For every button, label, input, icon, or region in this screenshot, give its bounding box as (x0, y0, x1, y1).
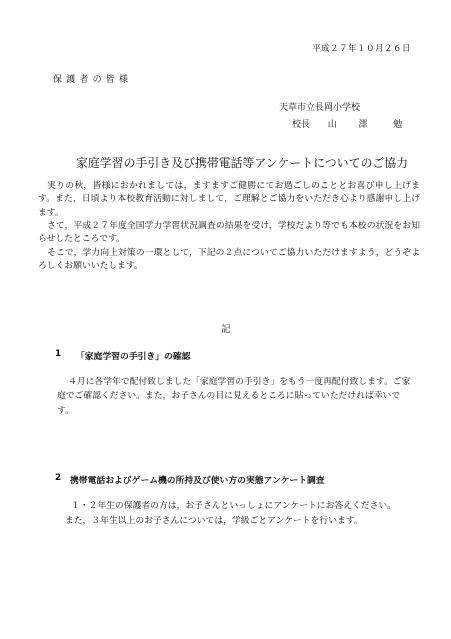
intro-paragraph-3: そこで，学力向上対策の一環として，下記の２点についてご協力いただけますよう，どうぞよろしくお願いいたします。 (38, 248, 420, 272)
section-2-number: 2 (55, 473, 62, 483)
section-1-number: 1 (55, 349, 62, 359)
letter-date: 平成２７年１０月２６日 (312, 44, 411, 54)
letter-title: 家庭学習の手引き及び携帯電話等アンケートについてのご協力 (76, 156, 409, 170)
intro-paragraph-2: さて，平成２７年度全国学力学習状況調査の結果を受け，学校だより等でも本校の状況をお知らせしたところです。 (38, 221, 420, 245)
section-1-heading: 「家庭学習の手引き」の確認 (76, 352, 191, 362)
section-2-line-2: また，３年生以上のお子さんについては，学級ごとアンケートを行います。 (65, 516, 363, 527)
intro-paragraph-1: 実りの秋，皆様におかれましては，ますますご健勝にてお過ごしのこととお喜び申し上げます。また，日頃より本校教育活動に対しまして，ご理解とご協力をいただき心より感謝申し上げます。 (38, 181, 420, 218)
principal-name-middle: 澤 (358, 120, 368, 130)
principal-name-given: 勉 (393, 120, 403, 130)
section-2-heading: 携帯電話およびゲーム機の所持及び使い方の実態アンケート調査 (70, 476, 325, 486)
section-2-line-1: １・２年生の保護者の方は，お子さんといっしょにアンケートにお答えください。 (71, 501, 396, 511)
principal-signature (292, 117, 402, 130)
addressee: 保護者の皆様 (53, 75, 133, 85)
section-1-body: ４月に各学年で配付致しました「家庭学習の手引き」をもう一度再配付致します。ご家庭でご確認ください。また，お子さんの目に見えるところに貼っていただければ幸いです。 (57, 377, 411, 416)
school-name: 天草市立長岡小学校 (279, 103, 361, 113)
ki-heading: 記 (221, 324, 231, 335)
principal-name-family: 山 (327, 120, 337, 130)
section-2-body (57, 499, 419, 529)
principal-title: 校長 (292, 120, 311, 130)
